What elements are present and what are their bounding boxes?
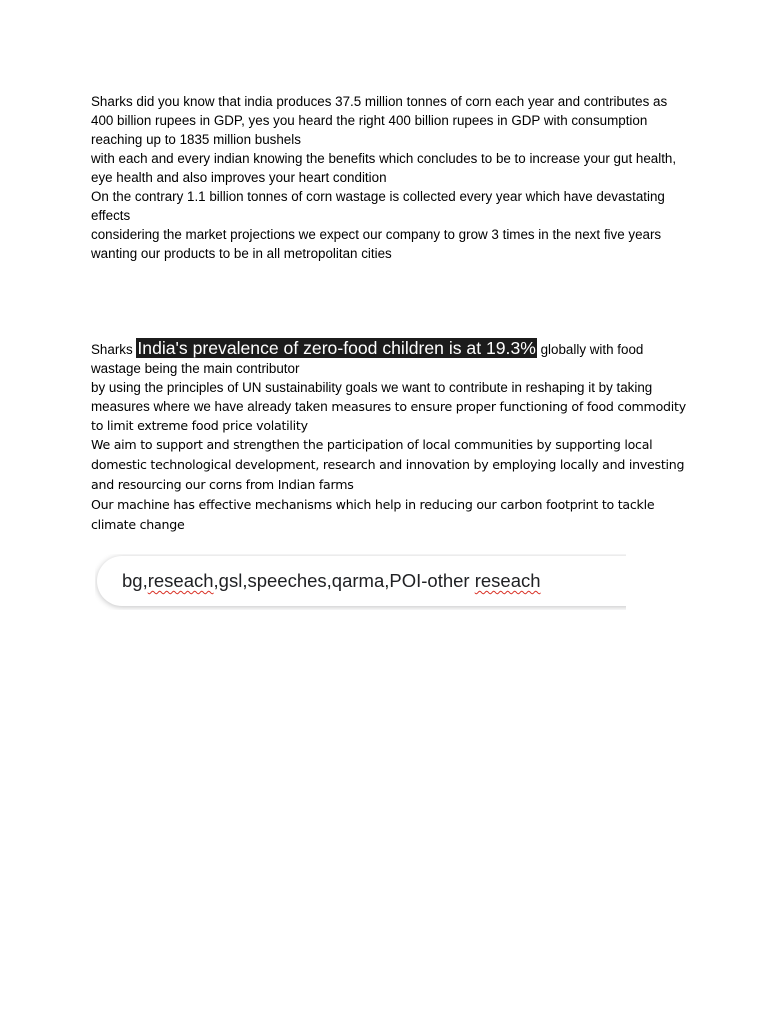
local-communities-paragraph: We aim to support and strengthen the participation of local communities by supporting local domestic technological development, research and innovation by employing locally and investing and resourcing our corns from Indian farms [91, 437, 685, 492]
sustainability-paragraph [91, 378, 691, 435]
growth-projection-paragraph: considering the market projections we expect our company to grow 3 times in the next five years wanting our products to be in all metropolitan cities [91, 227, 662, 261]
intro-suffix-text: globally with food wastage being the main contributor [91, 342, 644, 376]
zero-food-paragraph [91, 337, 691, 378]
carbon-footprint-paragraph: Our machine has effective mechanisms which help in reducing our carbon footprint to tackle climate change [91, 497, 655, 532]
corn-wastage-paragraph: On the contrary 1.1 billion tonnes of corn wastage is collected every year which have devastating effects [91, 189, 665, 223]
search-bar [97, 556, 626, 606]
sustainability-tail-text: measures to ensure proper functioning of food commodity to limit extreme food price volatility [91, 399, 686, 433]
pitch-intro-section [91, 92, 691, 263]
query-middle: ,gsl,speeches,qarma,POI-other [213, 570, 475, 591]
search-query-text [122, 569, 541, 593]
sustainability-lead-text: by using the principles of UN sustainability goals we want to contribute in reshaping it by taking measures where we have already taken [91, 380, 653, 414]
misspelled-word: reseach [474, 570, 541, 591]
health-benefits-paragraph: with each and every indian knowing the benefits which concludes to be to increase your gut health, eye health and also improves your heart condition [91, 151, 677, 185]
intro-prefix-text: Sharks [91, 342, 137, 357]
search-bar-snippet [95, 554, 626, 610]
query-prefix: bg, [122, 570, 148, 591]
corn-production-paragraph: Sharks did you know that india produces 37.5 million tonnes of corn each year and contributes as 400 billion rupees in GDP, yes you heard the right 400 billion rupees in GDP with consumption reaching up to 1835 million bushels [91, 94, 668, 147]
highlighted-statistic: India's prevalence of zero-food children is at 19.3% [137, 338, 536, 358]
misspelled-word: reseach [147, 570, 214, 591]
pitch-impact-section [91, 337, 691, 535]
